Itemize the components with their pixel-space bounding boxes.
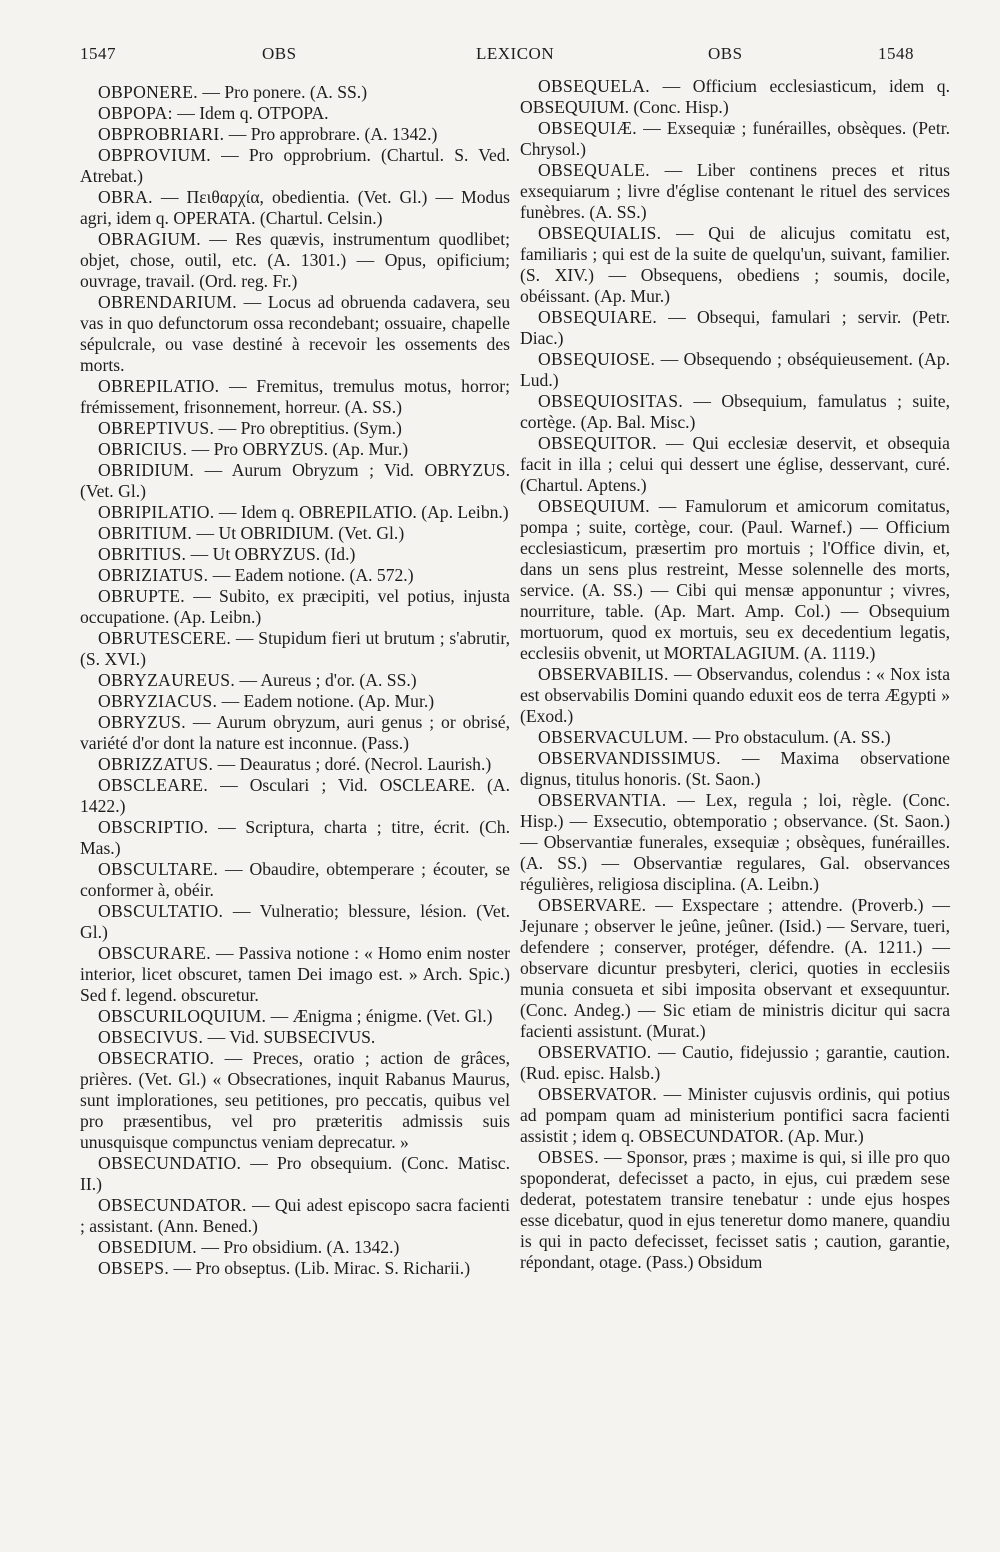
dictionary-entry [80, 124, 510, 145]
entry-definition: — Osculari ; Vid. OSCLEARE. (A. 1422.) [80, 775, 510, 816]
dictionary-entry [520, 664, 950, 727]
dictionary-entry [520, 391, 950, 433]
entry-headword: OBSERVATIO. [538, 1042, 652, 1062]
entry-headword: OBSEQUIÆ. [538, 118, 637, 138]
entry-headword: OBRA. [98, 187, 153, 207]
entry-headword: OBRYZUS. [98, 712, 186, 732]
entry-definition: — Vid. SUBSECIVUS. [207, 1027, 376, 1047]
entry-definition: — Deauratus ; doré. (Necrol. Laurish.) [217, 754, 492, 774]
entry-definition: — Pro obsidium. (A. 1342.) [201, 1237, 400, 1257]
entry-definition: — Officium ecclesiasticum, idem q. OBSEQUIUM. (Conc. Hisp.) [520, 76, 950, 117]
dictionary-entry [520, 727, 950, 748]
entry-headword: OBRIDIUM. [98, 460, 195, 480]
entry-headword: OBSCLEARE. [98, 775, 209, 795]
dictionary-entry [80, 187, 510, 229]
dictionary-entry [80, 754, 510, 775]
entry-definition: — Qui ecclesiæ deservit, et obsequia facit in illa ; celui qui dessert une église, desservant, curé. (Chartul. Aptens.) [520, 433, 950, 495]
entry-definition: — Sponsor, præs ; maxime is qui, si ille pro quo spoponderat, defecisset a pacto, in ejus, cui prædem sese dederat, potestatem transire tenebatur : unde ejus hospes esse dicebatur, quod in ejus teneretur domo manere, quandiu is qui in pacto defecisset, fecisset satis ; caution, garantie, répondant, otage. (Pass.) Obsidum [520, 1147, 950, 1272]
entry-headword: OBSCULTATIO. [98, 901, 224, 921]
dictionary-entry [80, 418, 510, 439]
dictionary-entry [80, 1027, 510, 1048]
entry-headword: OBSEPS. [98, 1258, 170, 1278]
dictionary-entry [80, 712, 510, 754]
entry-definition: — Pro OBRYZUS. (Ap. Mur.) [191, 439, 409, 459]
entry-definition: — Lex, regula ; loi, règle. (Conc. Hisp.) — Exsecutio, obtemporatio ; observance. (St. Saon.) — Observantiæ funerales, exsequiæ ; obsèques, funérailles. (A. SS.) — Observantiæ regulares, Gal. observances régulières, religiosa disciplina. (A. Leibn.) [520, 790, 950, 894]
entry-headword: OBSECIVUS. [98, 1027, 204, 1047]
left-column [80, 82, 510, 1279]
entry-headword: OBSCRIPTIO. [98, 817, 209, 837]
entry-headword: OBSECRATIO. [98, 1048, 215, 1068]
entry-definition: — Obsequendo ; obséquieusement. (Ap. Lud.) [520, 349, 951, 390]
dictionary-entry [80, 376, 510, 418]
entry-definition: — Preces, oratio ; action de grâces, prières. (Vet. Gl.) « Obsecrationes, inquit Rabanus Maurus, sunt implorationes, seu petitiones, pro peccatis, quibus vel pro præsentibus, vel pro præteritis admissis suis unusquisque compunctus veniam deprecatur. » [80, 1048, 510, 1152]
entry-definition: — Observandus, colendus : « Nox ista est observabilis Domini quando eduxit eos de terra Ægypti » (Exod.) [520, 664, 951, 726]
entry-definition: — Obaudire, obtemperare ; écouter, se conformer à, obéir. [80, 859, 510, 900]
entry-definition: — Exspectare ; attendre. (Proverb.) — Jejunare ; observer le jeûne, jeûner. (Isid.) — Servare, tueri, defendere ; conserver, protéger, défendre. (A. 1211.) — observare dicuntur presbyteri, clerici, quoties in ecclesiis munia consueta et sibi imposita observant et exsequuntur. (Conc. Andeg.) — Sic etiam de ministris dicitur qui sacra facienti assistunt. (Murat.) [520, 895, 950, 1041]
dictionary-entry [520, 895, 950, 1042]
entry-headword: OBREPTIVUS. [98, 418, 215, 438]
dictionary-entry [520, 349, 950, 391]
entry-headword: OBRITIUM. [98, 523, 193, 543]
entry-definition: — Aurum Obryzum ; Vid. OBRYZUS. (Vet. Gl.) [80, 460, 510, 501]
dictionary-entry [80, 901, 510, 943]
entry-headword: OBSERVACULUM. [538, 727, 689, 747]
entry-definition: — Liber continens preces et ritus exsequiarum ; livre d'église contenant le rituel des services funèbres. (A. SS.) [520, 160, 950, 222]
entry-definition: — Qui adest episcopo sacra facienti ; assistant. (Ann. Bened.) [80, 1195, 510, 1236]
entry-definition: — Aurum obryzum, auri genus ; or obrisé, variété d'or dont la nature est inconnue. (Pass.) [80, 712, 510, 753]
entry-headword: OBSEQUELA. [538, 76, 650, 96]
dictionary-entry [80, 103, 510, 124]
entry-headword: OBRIZZATUS. [98, 754, 214, 774]
dictionary-entry [80, 775, 510, 817]
entry-headword: OBRIZIATUS. [98, 565, 209, 585]
entry-headword: OBRENDARIUM. [98, 292, 237, 312]
entry-headword: OBSCURILOQUIUM. [98, 1006, 267, 1026]
dictionary-entry [80, 628, 510, 670]
dictionary-entry [80, 229, 510, 292]
entry-headword: OBSEQUIARE. [538, 307, 658, 327]
entry-definition: — Scriptura, charta ; titre, écrit. (Ch. Mas.) [80, 817, 510, 858]
dictionary-entry [520, 1042, 950, 1084]
dictionary-entry [520, 496, 950, 664]
entry-headword: OBPONERE. [98, 82, 198, 102]
entry-headword: OBSEQUIOSE. [538, 349, 656, 369]
dictionary-entry [80, 817, 510, 859]
right-running-head: OBS [708, 44, 743, 63]
entry-definition: — Pro opprobrium. (Chartul. S. Ved. Atrebat.) [80, 145, 510, 186]
entry-definition: — Res quævis, instrumentum quodlibet; objet, chose, outil, etc. (A. 1301.) — Opus, opificium; ouvrage, travail. (Ord. reg. Fr.) [80, 229, 510, 291]
dictionary-entry [520, 307, 950, 349]
dictionary-entry [80, 1153, 510, 1195]
entry-definition: — Pro approbrare. (A. 1342.) [228, 124, 438, 144]
entry-definition: — Pro obstaculum. (A. SS.) [692, 727, 891, 747]
entry-headword: OBSCULTARE. [98, 859, 219, 879]
entry-headword: OBPROBRIARI. [98, 124, 225, 144]
entry-headword: OBSERVANTIA. [538, 790, 667, 810]
dictionary-entry [80, 1048, 510, 1153]
entry-headword: OBRITIUS. [98, 544, 187, 564]
dictionary-entry [80, 502, 510, 523]
entry-definition: — Ænigma ; énigme. (Vet. Gl.) [270, 1006, 493, 1026]
dictionary-entry [80, 145, 510, 187]
entry-headword: OBSERVABILIS. [538, 664, 669, 684]
dictionary-entry [80, 439, 510, 460]
left-page-number: 1547 [80, 44, 116, 63]
dictionary-entry [80, 1258, 510, 1279]
dictionary-entry [80, 859, 510, 901]
entry-definition: — Vulneratio; blessure, lésion. (Vet. Gl.) [80, 901, 510, 942]
entry-definition: — Maxima observatione dignus, titulus honoris. (St. Saon.) [520, 748, 950, 789]
entry-definition: — Subito, ex præcipiti, vel potius, injusta occupatione. (Ap. Leibn.) [80, 586, 510, 627]
entry-definition: — Passiva notione : « Homo enim noster interior, licet obscuret, tamen Dei imago est. » Arch. Spic.) Sed f. legend. obscuretur. [80, 943, 510, 1005]
entry-definition: — Ut OBRIDIUM. (Vet. Gl.) [196, 523, 405, 543]
entry-headword: OBSECUNDATIO. [98, 1153, 242, 1173]
entry-definition: — Pro obsequium. (Conc. Matisc. II.) [80, 1153, 510, 1194]
dictionary-entry [520, 76, 950, 118]
entry-headword: OBRAGIUM. [98, 229, 201, 249]
dictionary-entry [80, 544, 510, 565]
entry-headword: OBRUTESCERE. [98, 628, 232, 648]
entry-headword: OBSEQUITOR. [538, 433, 657, 453]
entry-definition: — Exsequiæ ; funérailles, obsèques. (Petr. Chrysol.) [520, 118, 950, 159]
entry-headword: OBPOPA: [98, 103, 173, 123]
entry-headword: OBSES. [538, 1147, 599, 1167]
running-header [0, 44, 1000, 74]
dictionary-entry [520, 433, 950, 496]
entry-definition: — Pro ponere. (A. SS.) [202, 82, 368, 102]
entry-headword: OBPROVIUM. [98, 145, 211, 165]
entry-definition: — Obsequium, famulatus ; suite, cortège. (Ap. Bal. Misc.) [520, 391, 950, 432]
left-running-head: OBS [262, 44, 297, 63]
dictionary-entry [520, 160, 950, 223]
entry-definition: — Minister cujusvis ordinis, qui potius ad pompam quam ad ministerium pontifici sacra facienti assistit ; idem q. OBSECUNDATOR. (Ap. Mur.) [520, 1084, 950, 1146]
entry-headword: OBSERVANDISSIMUS. [538, 748, 721, 768]
entry-definition: — Fremitus, tremulus motus, horror; frémissement, frisonnement, horreur. (A. SS.) [80, 376, 511, 417]
dictionary-entry [80, 943, 510, 1006]
entry-definition: — Ut OBRYZUS. (Id.) [190, 544, 356, 564]
dictionary-entry [80, 691, 510, 712]
entry-definition: — Aureus ; d'or. (A. SS.) [239, 670, 417, 690]
dictionary-entry [80, 82, 510, 103]
dictionary-entry [80, 1237, 510, 1258]
entry-headword: OBSECUNDATOR. [98, 1195, 247, 1215]
entry-definition: — Eadem notione. (Ap. Mur.) [221, 691, 435, 711]
entry-definition: — Qui de alicujus comitatu est, familiaris ; qui est de la suite de quelqu'un, suivant, familier. (S. XIV.) — Obsequens, obediens ; soumis, docile, obéissant. (Ap. Mur.) [520, 223, 950, 306]
dictionary-entry [80, 1195, 510, 1237]
dictionary-entry [80, 565, 510, 586]
entry-headword: OBREPILATIO. [98, 376, 220, 396]
dictionary-entry [520, 223, 950, 307]
right-column [520, 76, 950, 1273]
entry-headword: OBRICIUS. [98, 439, 188, 459]
entry-headword: OBSEQUIUM. [538, 496, 650, 516]
entry-definition: — Stupidum fieri ut brutum ; s'abrutir, (S. XVI.) [80, 628, 510, 669]
entry-headword: OBSEQUALE. [538, 160, 650, 180]
entry-definition: — Eadem notione. (A. 572.) [212, 565, 414, 585]
dictionary-entry [520, 790, 950, 895]
entry-definition: — Idem q. OTPOPA. [177, 103, 329, 123]
entry-headword: OBRYZAUREUS. [98, 670, 236, 690]
entry-definition: — Obsequi, famulari ; servir. (Petr. Diac.) [520, 307, 950, 348]
entry-headword: OBSCURARE. [98, 943, 211, 963]
entry-headword: OBRYZIACUS. [98, 691, 218, 711]
entry-headword: OBSEQUIALIS. [538, 223, 662, 243]
entry-definition: — Locus ad obruenda cadavera, seu vas in quo defunctorum ossa recondebant; ossuaire, chapelle sépulcrale, ou vase destiné à recevoir les ossements des morts. [80, 292, 510, 375]
dictionary-entry [520, 748, 950, 790]
entry-definition: — Pro obseptus. (Lib. Mirac. S. Richarii.) [173, 1258, 471, 1278]
dictionary-entry [80, 1006, 510, 1027]
entry-headword: OBRIPILATIO. [98, 502, 215, 522]
entry-headword: OBSEDIUM. [98, 1237, 197, 1257]
dictionary-entry [80, 292, 510, 376]
entry-headword: OBRUPTE. [98, 586, 185, 606]
dictionary-entry [520, 1147, 950, 1273]
center-running-head: LEXICON [476, 44, 555, 63]
entry-definition: — Idem q. OBREPILATIO. (Ap. Leibn.) [218, 502, 509, 522]
entry-definition: — Πειθαρχία, obedientia. (Vet. Gl.) — Modus agri, idem q. OPERATA. (Chartul. Celsin.) [80, 187, 510, 228]
entry-headword: OBSERVARE. [538, 895, 647, 915]
entry-definition: — Famulorum et amicorum comitatus, pompa ; suite, cortège, cour. (Paul. Warnef.) — Officium ecclesiasticum, præsertim pro mortuis ; l'Office divin, et, dans un sens plus restreint, Messe solennelle des morts, service. (A. SS.) — Cibi qui mensæ apponuntur ; vivres, nourriture, table. (Ap. Mart. Amp. Col.) — Obsequium mortuorum, quod ex mortuis, seu ex decedentium legatis, ecclesiis obvenit, ut MORTALAGIUM. (A. 1119.) [520, 496, 950, 663]
entry-headword: OBSEQUIOSITAS. [538, 391, 684, 411]
dictionary-entry [80, 523, 510, 544]
dictionary-entry [80, 586, 510, 628]
right-page-number: 1548 [878, 44, 914, 63]
dictionary-entry [80, 460, 510, 502]
entry-definition: — Cautio, fidejussio ; garantie, caution. (Rud. episc. Halsb.) [520, 1042, 950, 1083]
dictionary-entry [520, 1084, 950, 1147]
dictionary-entry [520, 118, 950, 160]
dictionary-entry [80, 670, 510, 691]
entry-headword: OBSERVATOR. [538, 1084, 658, 1104]
entry-definition: — Pro obreptitius. (Sym.) [218, 418, 402, 438]
